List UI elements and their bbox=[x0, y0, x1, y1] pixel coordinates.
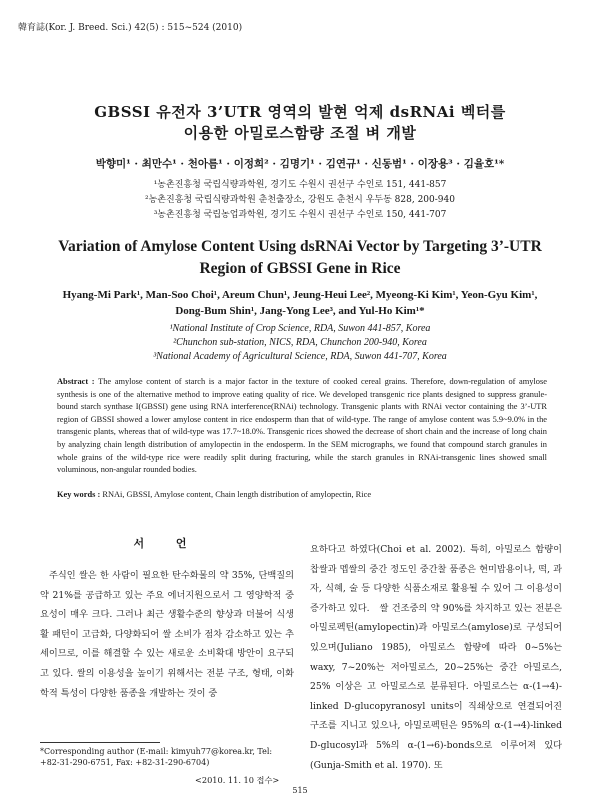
english-affiliation-2: ²Chunchon sub-station, NICS, RDA, Chunchon 200-940, Korea bbox=[173, 337, 427, 348]
korean-title-line-1: GBSSI 유전자 3’UTR 영역의 발현 억제 dsRNAi 벡터를 bbox=[94, 103, 506, 121]
left-column-text: 주식인 쌀은 한 사람이 필요한 탄수화물의 약 35%, 단백질의 약 21%를 공급하고 있는 주요 에너지원으로서 그 영양학적 중요성이 매우 크다. 그러나 최근 생활수준의 향상과 더불어 식생활 패턴이 고급화, 다양화되어 쌀 소비가 점차 감소하고 있는 추세이므로, 이를 해결할 수 있는 새로운 소비확대 방안이 요구되고 있다. 쌀의 이용성을 높이기 위해서는 전분 구조, 형태, 이화학적 특성이 다양한 품종을 개발하는 것이 중 bbox=[40, 570, 294, 699]
page-number: 515 bbox=[292, 786, 308, 795]
abstract-label: Abstract : bbox=[57, 377, 95, 386]
left-column-body bbox=[40, 566, 294, 703]
english-authors-line-1: Hyang-Mi Park¹, Man-Soo Choi¹, Areum Chun¹, Jeung-Heui Lee², Myeong-Ki Kim¹, Yeon-Gyu Kim¹, bbox=[62, 289, 538, 301]
korean-title-line-2: 이용한 아밀로스함량 조절 벼 개발 bbox=[183, 124, 417, 142]
keywords-text: RNAi, GBSSI, Amylose content, Chain length distribution of amylopectin, Rice bbox=[102, 490, 372, 499]
keywords bbox=[57, 490, 547, 499]
right-column-text: 요하다고 하였다(Choi et al. 2002). 특히, 아밀로스 함량이 찹쌀과 멥쌀의 중간 정도인 중간찰 품종은 현미밥용이나, 떡, 과자, 식혜, 술 등 다양한 식품소재로 활용될 수 있어 그 이용성이 증가하고 있다. 쌀 건조중의 약 90%를 차지하고 있는 전분은 아밀로펙틴(amylopectin)과 아밀로스(amylose)로 구성되어 있으며(Juliano 1985), 아밀로스 함량에 따라 0~5%는 waxy, 7~20%는 저아밀로스, 20~25%는 중간 아밀로스, 25% 이상은 고 아밀로스로 분류된다. 아밀로스는 α-(1→4)-linked D-glucopyranosyl units이 직쇄상으로 연결되어진 구조를 지니고 있으나, 아밀로펙틴은 95%의 α-(1→4)-linked D-glucosyl과 5%의 α-(1→6)-bonds으로 이루어져 있다(Gunja-Smith et al. 1970). 또 bbox=[310, 544, 562, 771]
corresponding-author-footnote: *Corresponding author (E-mail: kimyuh77@korea.kr, Tel: +82-31-290-6751, Fax: +82-31-290-6704) bbox=[40, 747, 273, 767]
abstract-text: The amylose content of starch is a major factor in the texture of cooked cereal grains. Therefore, down-regulation of amylose synthesis is one of the alternative method to improve eating quality of rice. We developed transgenic rice plants designed to suppress granule-bound starch synthase I(GBSSI) gene using RNA interference(RNAi) technology. Transgenic plants with RNAi vector containing the 3’-UTR region of GBSSI showed a lower amylose content in rice endosperm than that of wild-type. The range of amylose content was 5.9~9.0% in the transgenic plants, whereas that of wild-type was 17.7~18.0%. Transgenic rices showed the decrease of short chain and the increase of long chain by analyzing chain length distribution of amylopectin in the endosperm. In the SEM micrographs, we found that compound starch granules in whole grains of the wild-type rice were readily split during fracturing, while the starch granules in RNAi-transgenic lines showed small voluminous, non-angular rounded bodies. bbox=[57, 377, 547, 475]
english-authors-line-2: Dong-Bum Shin¹, Jang-Yong Lee³, and Yul-Ho Kim¹* bbox=[175, 305, 425, 317]
journal-citation: 韓育誌(Kor. J. Breed. Sci.) 42(5) : 515~524 (2010) bbox=[18, 23, 243, 33]
abstract bbox=[57, 376, 547, 477]
footnote-rule bbox=[40, 742, 160, 743]
korean-authors: 박향미¹ · 최만수¹ · 천아름¹ · 이정희² · 김명기¹ · 김연규¹ · 신동범¹ · 이장용³ · 김율호¹* bbox=[95, 158, 505, 170]
korean-affiliation-3: ³농촌진흥청 국립농업과학원, 경기도 수원시 권선구 수인로 150, 441-707 bbox=[153, 210, 447, 220]
english-affiliation-3: ³National Academy of Agricultural Science, RDA, Suwon 441-707, Korea bbox=[153, 351, 447, 362]
keywords-label: Key words : bbox=[57, 490, 101, 499]
right-column-body bbox=[310, 540, 562, 775]
section-heading-introduction: 서 언 bbox=[133, 537, 201, 550]
english-affiliation-1: ¹National Institute of Crop Science, RDA, Suwon 441-857, Korea bbox=[169, 323, 431, 334]
english-title-line-2: Region of GBSSI Gene in Rice bbox=[199, 260, 401, 277]
english-title-line-1: Variation of Amylose Content Using dsRNAi Vector by Targeting 3’-UTR bbox=[58, 238, 542, 255]
korean-affiliation-1: ¹농촌진흥청 국립식량과학원, 경기도 수원시 권선구 수인로 151, 441-857 bbox=[153, 180, 447, 190]
korean-affiliation-2: ²농촌진흥청 국립식량과학원 춘천출장소, 강원도 춘천시 우두동 828, 200-940 bbox=[145, 195, 455, 205]
received-date: <2010. 11. 10 접수> bbox=[195, 775, 280, 785]
